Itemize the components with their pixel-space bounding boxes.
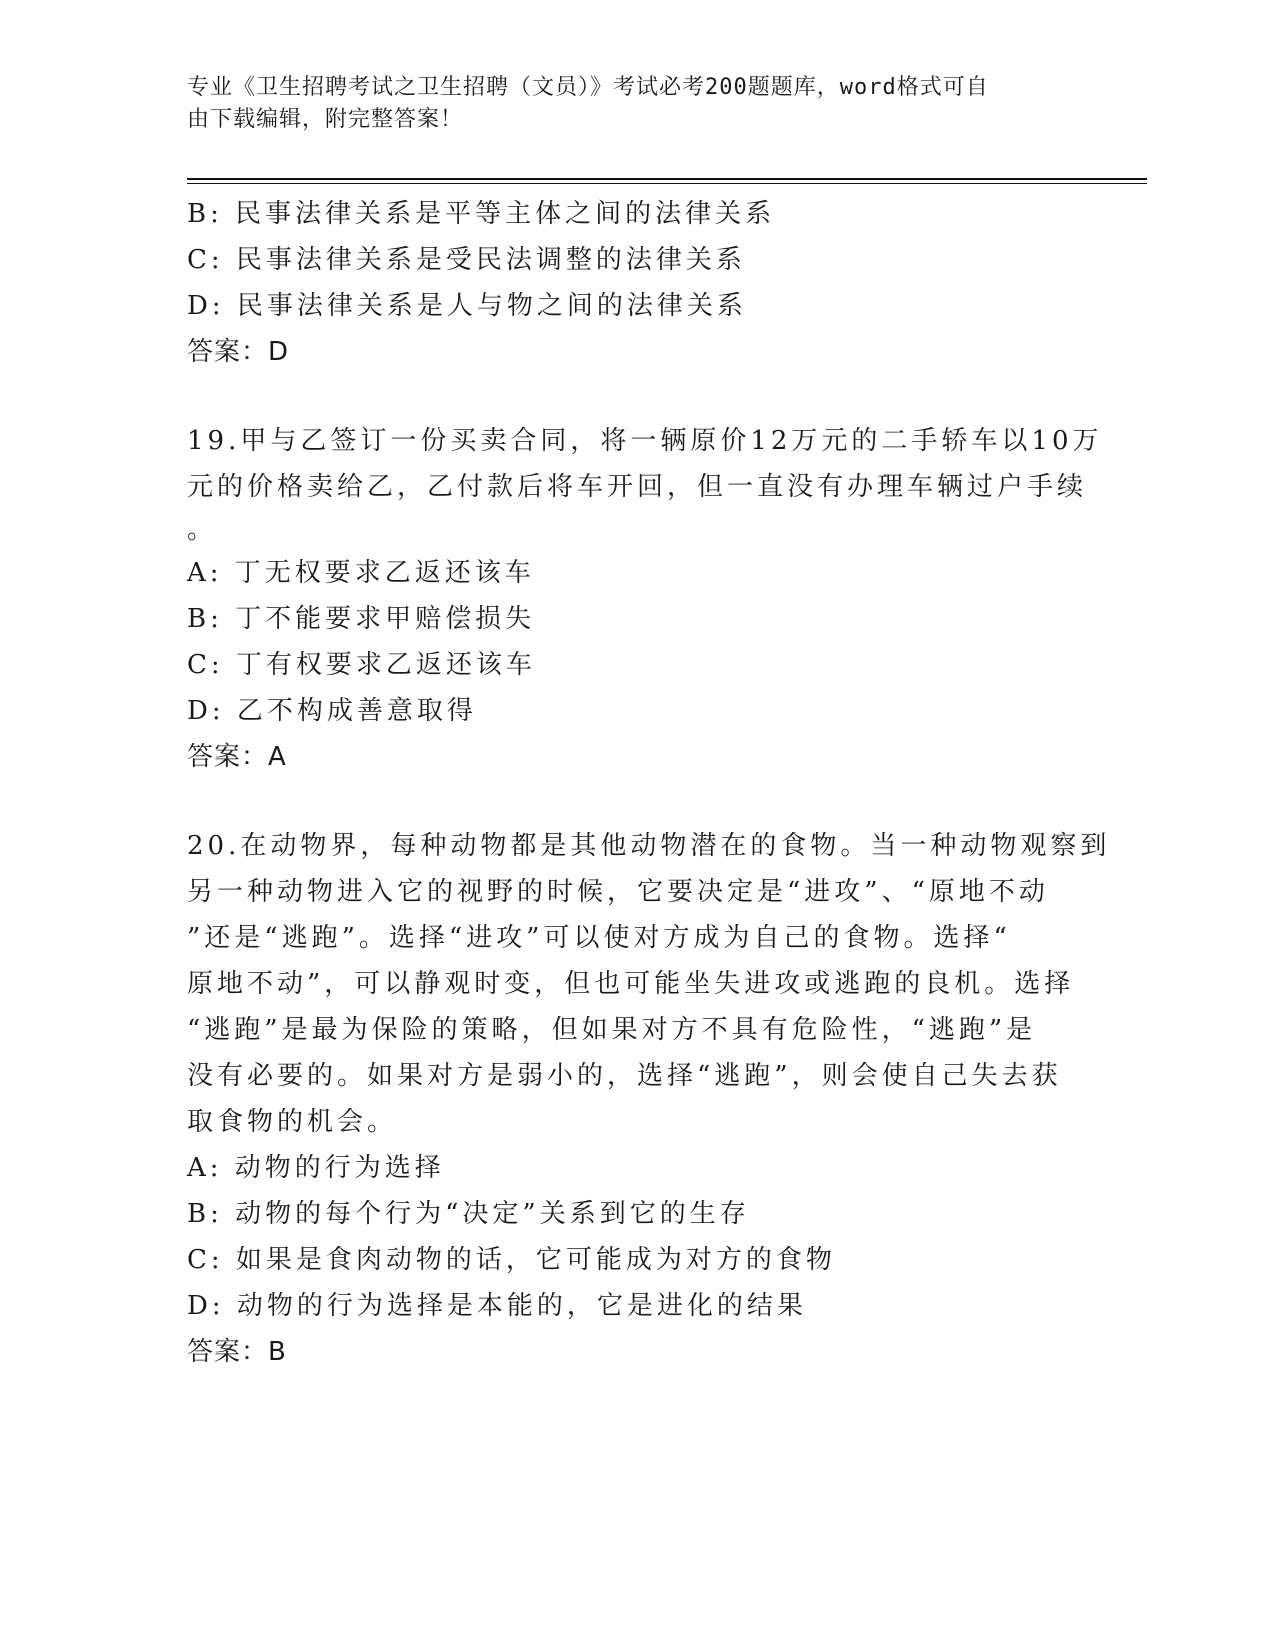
stem-line: 原地不动”，可以静观时变，但也可能坐失进攻或逃跑的良机。选择 xyxy=(187,969,1075,999)
stem-line: 19.甲与乙签订一份买卖合同，将一辆原价12万元的二手轿车以10万 xyxy=(187,426,1103,456)
option-c: C: 丁有权要求乙返还该车 xyxy=(187,650,536,680)
header-line-2: 由下载编辑，附完整答案！ xyxy=(187,107,464,132)
option-a: A: 动物的行为选择 xyxy=(187,1153,445,1183)
question-stem xyxy=(187,823,1111,1145)
stem-line: 另一种动物进入它的视野的时候，它要决定是“进攻”、“原地不动 xyxy=(187,877,1049,907)
question-19 xyxy=(187,418,1103,780)
answer: 答案：A xyxy=(187,742,287,772)
option-d: D: 动物的行为选择是本能的，它是进化的结果 xyxy=(187,1291,807,1321)
stem-line: 没有必要的。如果对方是弱小的，选择“逃跑”，则会使自己失去获 xyxy=(187,1061,1062,1091)
stem-line: 取食物的机会。 xyxy=(187,1107,398,1137)
option-c: C: 如果是食肉动物的话，它可能成为对方的食物 xyxy=(187,1245,836,1275)
answer: 答案：B xyxy=(187,1337,287,1367)
option-b: B: 民事法律关系是平等主体之间的法律关系 xyxy=(187,199,776,229)
stem-line: “逃跑”是最为保险的策略，但如果对方不具有危险性，“逃跑”是 xyxy=(187,1015,1037,1045)
option-d: D: 乙不构成善意取得 xyxy=(187,696,477,726)
stem-line: 。 xyxy=(187,515,214,545)
option-b: B: 动物的每个行为“决定”关系到它的生存 xyxy=(187,1199,750,1229)
stem-line: 20.在动物界，每种动物都是其他动物潜在的食物。当一种动物观察到 xyxy=(187,831,1111,861)
stem-line: 元的价格卖给乙，乙付款后将车开回，但一直没有办理车辆过户手续 xyxy=(187,472,1088,502)
answer: 答案：D xyxy=(187,337,290,367)
header-divider xyxy=(187,178,1147,180)
option-a: A: 丁无权要求乙返还该车 xyxy=(187,558,535,588)
option-c: C: 民事法律关系是受民法调整的法律关系 xyxy=(187,245,746,275)
question-18 xyxy=(187,191,1087,375)
question-stem xyxy=(187,418,1103,550)
stem-line: ”还是“逃跑”。选择“进攻”可以使对方成为自己的食物。选择“ xyxy=(187,923,1011,953)
page-header xyxy=(187,72,1087,136)
option-d: D: 民事法律关系是人与物之间的法律关系 xyxy=(187,291,747,321)
question-20 xyxy=(187,823,1111,1375)
header-divider-thin xyxy=(187,183,1147,184)
header-line-1: 专业《卫生招聘考试之卫生招聘（文员）》考试必考200题题库，word格式可自 xyxy=(187,75,989,100)
document-body xyxy=(187,191,1111,1375)
option-b: B: 丁不能要求甲赔偿损失 xyxy=(187,604,536,634)
